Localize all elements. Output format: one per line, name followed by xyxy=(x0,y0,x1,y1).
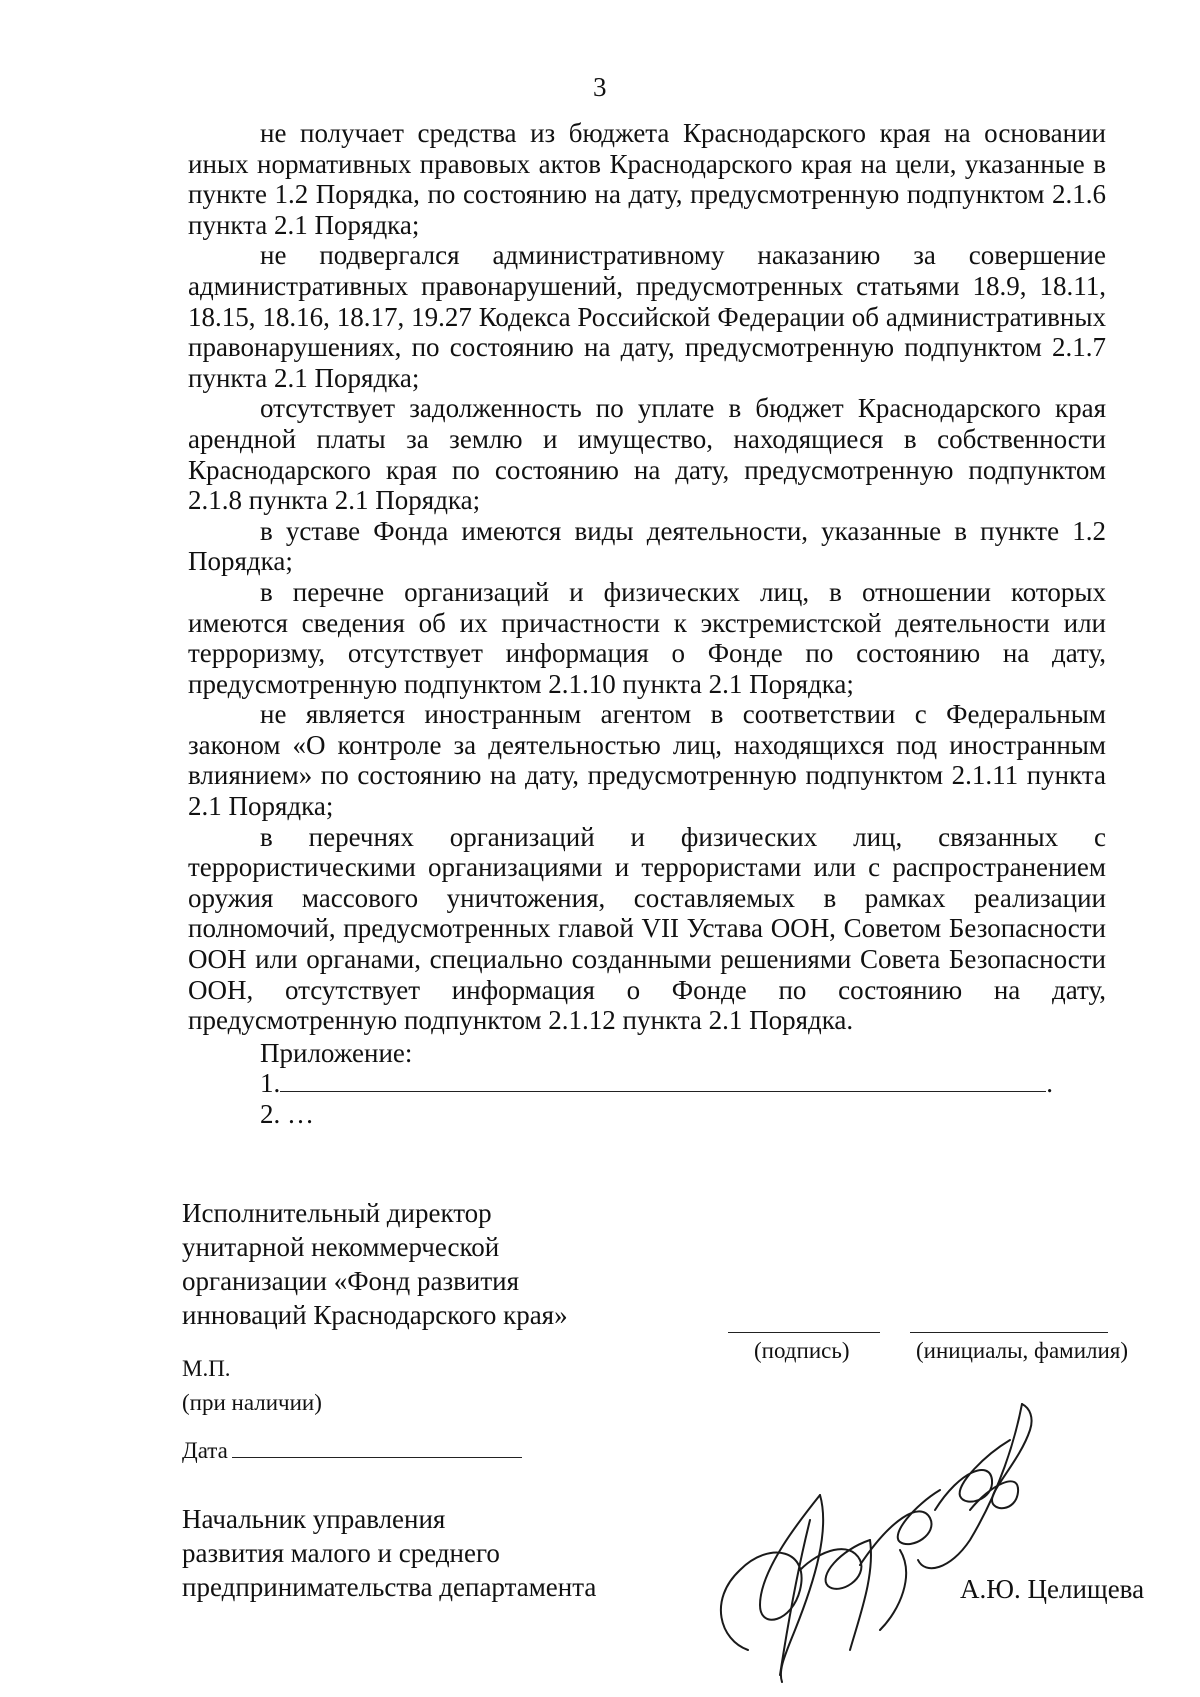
signature-caption: (подпись) xyxy=(754,1338,850,1363)
signatory-name: А.Ю. Целищева xyxy=(960,1574,1145,1604)
initials-caption: (инициалы, фамилия) xyxy=(916,1338,1129,1363)
paragraph-administrative-penalty: не подвергался административному наказанию за совершение административных правонарушений, предусмотренных статьями 18.9, 18.11, 18.15, 18.16, 18.17, 19.27 Кодекса Российской Федерации об административных правонарушениях, по состоянию на дату, предусмотренную подпунктом 2.1.7 пункта 2.1 Порядка; xyxy=(188,240,1106,393)
appendix-item-1-number: 1. xyxy=(260,1068,281,1099)
director-title-line: инноваций Краснодарского края» xyxy=(182,1300,568,1330)
appendix-item-1-blank xyxy=(280,1069,1046,1092)
signature-blank-line xyxy=(728,1332,880,1333)
director-title-line: Исполнительный директор xyxy=(182,1198,492,1228)
date-label: Дата xyxy=(182,1438,228,1463)
document-body xyxy=(188,118,1106,1130)
initials-blank-line xyxy=(910,1332,1108,1333)
stamp-note: (при наличии) xyxy=(182,1390,322,1415)
appendix-item-1-end: . xyxy=(1046,1068,1053,1099)
director-title-line: организации «Фонд развития xyxy=(182,1266,519,1296)
appendix-item-2: 2. … xyxy=(260,1099,314,1129)
head-title xyxy=(182,1502,596,1604)
head-title-line: Начальник управления xyxy=(182,1504,446,1534)
appendix xyxy=(188,1038,1106,1130)
head-title-line: развития малого и среднего xyxy=(182,1538,500,1568)
paragraph-budget-funds: не получает средства из бюджета Краснодарского края на основании иных нормативных правовых актов Краснодарского края на цели, указанные в пункте 1.2 Порядка, по состоянию на дату, предусмотренную подпунктом 2.1.6 пункта 2.1 Порядка; xyxy=(188,118,1106,240)
stamp-label: М.П. xyxy=(182,1356,231,1381)
paragraph-terrorist-lists: в перечнях организаций и физических лиц, связанных с террористическими организациями и террористами или с распространением оружия массового уничтожения, составляемых в рамках реализации полномочий, предусмотренных главой VII Устава ООН, Советом Безопасности ООН или органами, специально созданными решениями Совета Безопасности ООН, отсутствует информация о Фонде по состоянию на дату, предусмотренную подпунктом 2.1.12 пункта 2.1 Порядка. xyxy=(188,821,1106,1036)
paragraph-extremism-list: в перечне организаций и физических лиц, в отношении которых имеются сведения об их причастности к экстремистской деятельности или терроризму, отсутствует информация о Фонде по состоянию на дату, предусмотренную подпунктом 2.1.10 пункта 2.1 Порядка; xyxy=(188,576,1106,699)
appendix-item-1 xyxy=(260,1068,1106,1099)
paragraph-charter-activities: в уставе Фонда имеются виды деятельности, указанные в пункте 1.2 Порядка; xyxy=(188,515,1106,577)
director-title xyxy=(182,1196,568,1332)
director-title-line: унитарной некоммерческой xyxy=(182,1232,500,1262)
appendix-heading: Приложение: xyxy=(260,1037,413,1068)
stamp-placeholder xyxy=(182,1352,322,1420)
paragraph-rent-debt: отсутствует задолженность по уплате в бюджет Краснодарского края арендной платы за землю и имущество, находящиеся в собственности Краснодарского края по состоянию на дату, предусмотренную подпунктом 2.1.8 пункта 2.1 Порядка; xyxy=(188,393,1106,516)
date-row xyxy=(182,1438,522,1464)
date-blank-line xyxy=(232,1439,522,1458)
page-number: 3 xyxy=(593,72,607,102)
paragraph-foreign-agent: не является иностранным агентом в соответствии с Федеральным законом «О контроле за деятельностью лиц, находящихся под иностранным влиянием» по состоянию на дату, предусмотренную подпунктом 2.1.11 пункта 2.1 Порядка; xyxy=(188,699,1106,822)
head-title-line: предпринимательства департамента xyxy=(182,1572,597,1602)
handwritten-signature xyxy=(700,1400,1080,1690)
